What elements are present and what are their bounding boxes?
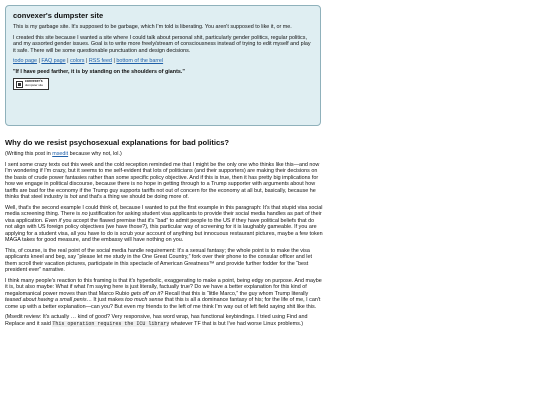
post-paragraph-4: This, of course, is the real point of the social media handle requirement: It's a sexual fantasy; the whole point is to make the visa applicants kneel and beg, say “please let me study in the One Great Country,” fork over their phone to the consular officer and let them scroll their vacation pictures, participate in this spectacle of American Greatness™ and provide further fodder for the “best president ever” narrative. [5, 247, 312, 273]
site-quote: "If I have peed farther, it is by standing on the shoulders of giants." [13, 68, 185, 75]
msedit-link[interactable]: msedit [52, 151, 69, 157]
site-nav [13, 58, 313, 65]
site-description-paragraph: I created this site because I wanted a site where I could talk about personal shit, particularly gender politics, regular politics, and my assorted gender issues. Goal is to write more freely/stream of consciousness instead of trying to edit myself and play it safe. There will be some questionable punctuation and design decisions. [13, 34, 311, 54]
nav-link-rss[interactable]: RSS feed [88, 58, 112, 64]
badge-logo-icon [16, 81, 23, 88]
site-title: convexer's dumpster site [13, 11, 104, 20]
badge-line-1: convexer's [25, 79, 43, 84]
post-paragraph-2: I sent some crazy texts out this week and the cold reception reminded me that I might be the only one who thinks like this—and now I'm wondering if I'm crazy, but it seems to me self-evident that lots of politicians (and their supporters) are making their decisions on the basis of crude power fantasies rather than some specific policy objective. And if this is true, then it has pretty big implications for how we engage in political discourse, because there is no hope in getting through to a Trump supporter with arguments about how tariffs are bad for the economy if the Trump guy supports tariffs not out of concern for the economy at all but, basically, because he thinks that steel industry is hot and that's a thing we should be doing more of. [5, 161, 320, 200]
post-title: Why do we resist psychosexual explanations for bad politics? [5, 138, 230, 147]
nav-separator: | [111, 58, 117, 64]
post-paragraph-3: Well, that's the second example I could think of, because I wanted to put the first example in this paragraph: It's that stupid visa social media screening thing. There is no justification for asking student visa applicants to provide their social media handles as part of their visa application. Even if you accept the flawed premise that it's “bad” to admit people to the US if they have political beliefs that do not align with US foreign policy objectives (we have those?), this particular way of screening for it is laughably gameable. If you are applying for a student visa, all you have to do is scrub your account of anything but innocuous restaurant pictures, maybe a few token MAGA takes for good measure, and the embassy will have nothing on you. [5, 204, 323, 243]
nav-separator: | [36, 58, 42, 64]
site-badge[interactable] [13, 78, 49, 90]
post-paragraph-6: (Msedit review: It's actually … kind of good? Very responsive, has word wrap, has functional keybindings. I tried using Find and Replace and it said This operation requires the ICU library whatever TF that is but I've had worse Linux problems.) [5, 314, 308, 327]
post-paragraph-5: I think many people's reaction to this framing is that it's hyperbolic, exaggerating to make a point, being edgy on purpose. And maybe it is, but also maybe: What if what I'm saying here is just literally, factually true? Do we have a better explanation for this kind of megalomanical power moves than that Marco Rubio gets off on it? Recall that this is “little Marco,” the guy whom Trump literally teased about having a small penis… It just makes too much sense that this is all a dominance fantasy of his; for the life of me, I can't come up with a better explanation—can you? But even my friends to the left of me think I'm way out of left field saying shit like this. [5, 277, 322, 310]
nav-link-bottom[interactable]: bottom of the barrel [116, 58, 164, 64]
nav-separator: | [84, 58, 89, 64]
blog-post [5, 138, 323, 331]
nav-link-colors[interactable]: colors [70, 58, 85, 64]
nav-link-faq[interactable]: FAQ page [41, 58, 66, 64]
error-code-snippet: This operation requires the ICU library [52, 320, 170, 327]
badge-text [25, 80, 43, 87]
nav-link-todo[interactable]: todo page [13, 58, 37, 64]
site-intro-paragraph: This is my garbage site. It's supposed to be garbage, which I'm told is liberating. You aren't supposed to like it, or me. [13, 24, 292, 30]
badge-line-2: dumpster site [25, 83, 44, 87]
nav-separator: | [65, 58, 71, 64]
site-header [5, 5, 321, 126]
post-paragraph-1: (Writing this post in msedit because why not, lol.) [5, 151, 122, 157]
